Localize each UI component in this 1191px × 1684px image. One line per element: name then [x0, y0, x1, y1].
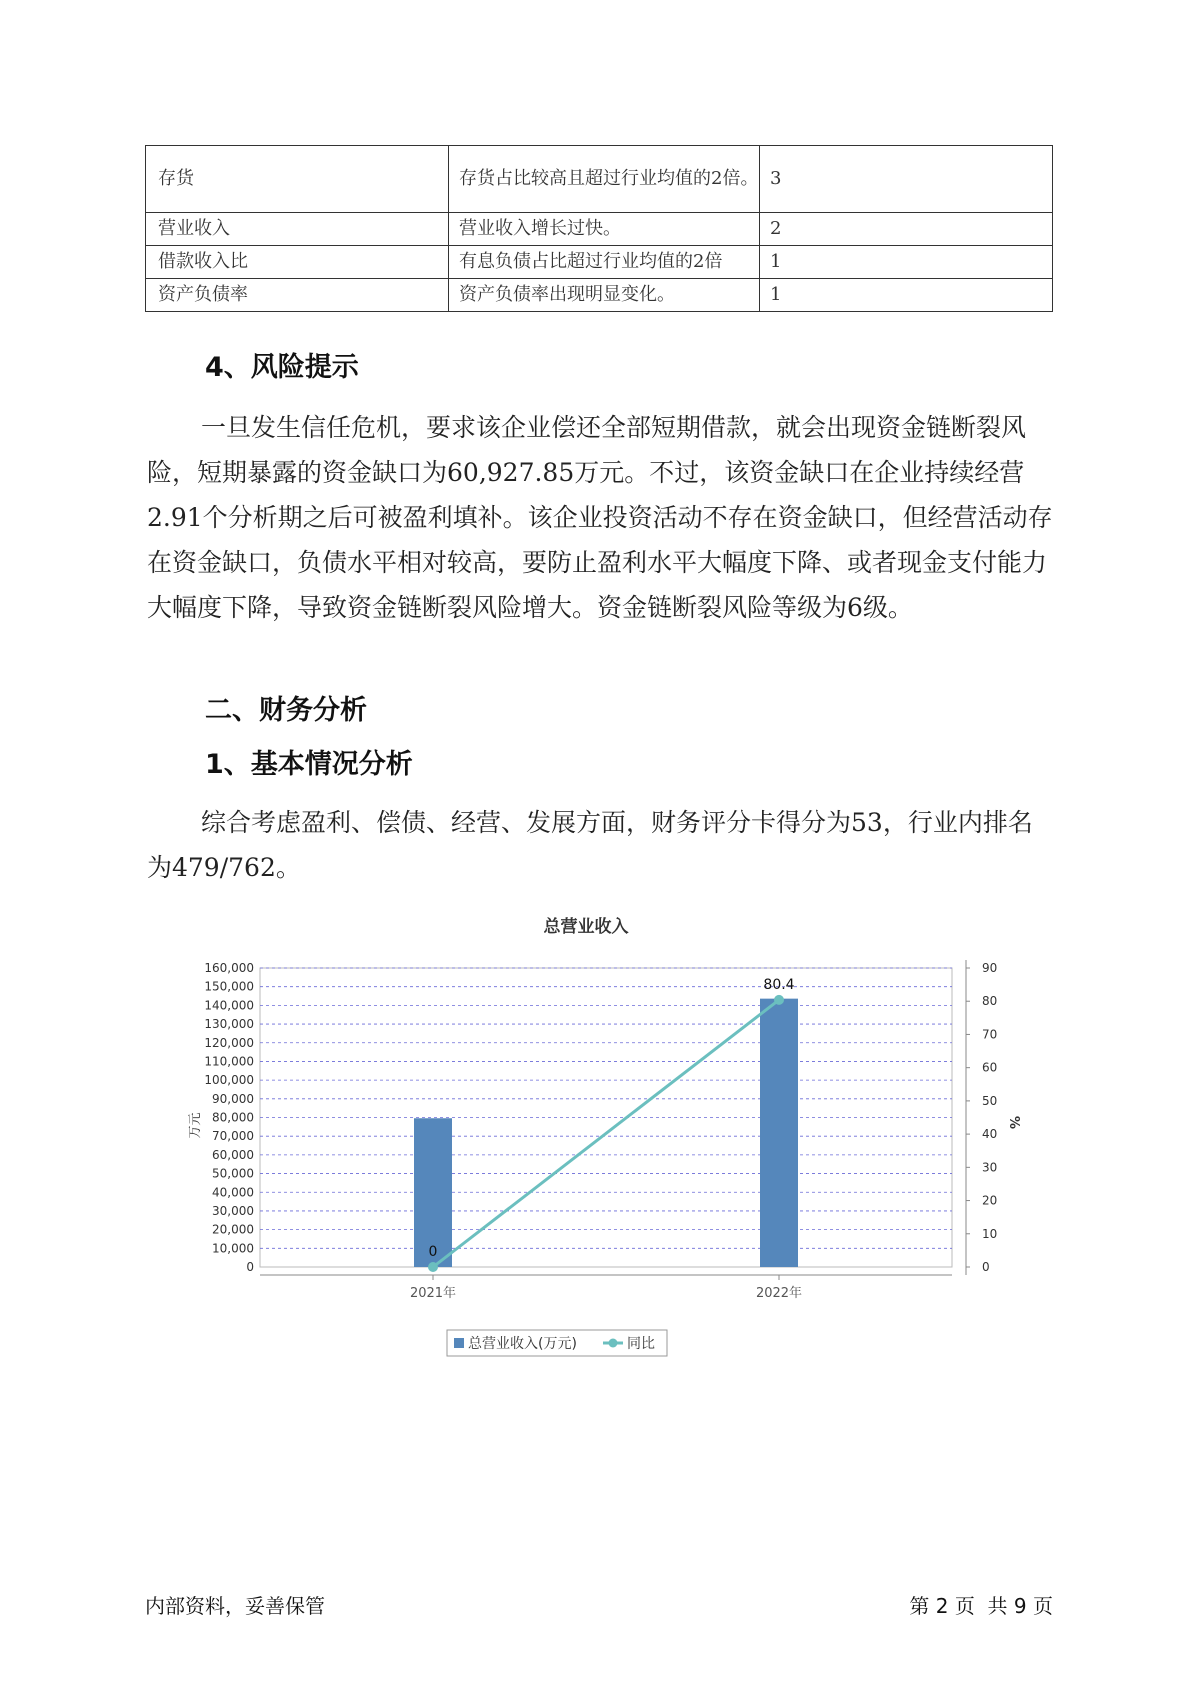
data-label: 80.4: [763, 976, 795, 993]
y-tick-label: 50,000: [212, 1166, 254, 1181]
section-heading-risk: 4、风险提示: [205, 352, 359, 383]
y-tick-label: 70,000: [212, 1129, 254, 1144]
y-tick-label: 130,000: [204, 1017, 254, 1032]
table-row: [146, 246, 1053, 279]
table-cell-desc: 资产负债率出现明显变化。: [449, 279, 760, 312]
table-cell-score: 1: [760, 246, 1053, 279]
line-point: [774, 995, 784, 1005]
y2-tick-label: 50: [982, 1093, 998, 1108]
legend-swatch-bar: [454, 1338, 464, 1348]
y-axis-label: 万元: [188, 1112, 203, 1139]
revenue-chart: [175, 910, 1025, 1380]
table-cell-desc: 营业收入增长过快。: [449, 213, 760, 246]
y-tick-label: 0: [246, 1260, 254, 1274]
table-cell-item: 存货: [146, 146, 449, 213]
table-cell-desc: 有息负债占比超过行业均值的2倍: [449, 246, 760, 279]
table-cell-score: 1: [760, 279, 1053, 312]
y-tick-label: 150,000: [204, 979, 254, 994]
x-tick-label: 2022年: [755, 1286, 803, 1301]
y-tick-label: 140,000: [204, 998, 254, 1013]
y-tick-label: 40,000: [212, 1185, 254, 1200]
table-cell-item: 资产负债率: [146, 279, 449, 312]
y-tick-label: 90,000: [212, 1091, 254, 1106]
data-label: 0: [428, 1244, 438, 1260]
y-tick-label: 10,000: [212, 1241, 254, 1256]
y2-tick-label: 0: [982, 1260, 990, 1274]
y2-axis-label: %: [1006, 1115, 1021, 1130]
y-tick-label: 80,000: [212, 1110, 254, 1125]
section-heading-finance: 二、财务分析: [205, 695, 367, 726]
chart-title: 总营业收入: [543, 917, 629, 937]
legend-swatch-point: [609, 1339, 618, 1348]
y-tick-label: 30,000: [212, 1203, 254, 1218]
y-tick-label: 110,000: [204, 1054, 254, 1069]
footer-confidential: 内部资料，妥善保管: [145, 1594, 325, 1618]
legend-label-line: 同比: [627, 1336, 655, 1352]
y2-tick-label: 40: [982, 1127, 998, 1142]
risk-paragraph: 一旦发生信任危机，要求该企业偿还全部短期借款，就会出现资金链断裂风险，短期暴露的资金缺口为60,927.85万元。不过，该资金缺口在企业持续经营 2.91个分析期之后可被盈利填补。该企业投资活动不存在资金缺口，但经营活动存在资金缺口，负债水平相对较高，要防止盈利水平大幅度下降、或者现金支付能力大幅度下降，导致资金链断裂风险增大。资金链断裂风险等级为6级。: [147, 413, 1053, 622]
y-tick-label: 100,000: [204, 1073, 254, 1088]
y2-tick-label: 30: [982, 1160, 998, 1175]
table-row: [146, 146, 1053, 213]
y2-tick-label: 60: [982, 1060, 998, 1075]
footer-page-number: 第 2 页 共 9 页: [909, 1594, 1053, 1618]
table-row: [146, 279, 1053, 312]
table-row: [146, 213, 1053, 246]
y-tick-label: 60,000: [212, 1147, 254, 1162]
risk-indicator-table: [145, 145, 1053, 312]
table-cell-desc: 存货占比较高且超过行业均值的2倍。: [449, 146, 760, 213]
x-tick-label: 2021年: [409, 1286, 457, 1301]
y2-tick-label: 70: [982, 1027, 998, 1042]
y-tick-label: 160,000: [204, 961, 254, 975]
y2-tick-label: 20: [982, 1193, 998, 1208]
table-cell-item: 借款收入比: [146, 246, 449, 279]
table-cell-score: 3: [760, 146, 1053, 213]
bar: [760, 999, 798, 1267]
table-cell-item: 营业收入: [146, 213, 449, 246]
y-tick-label: 20,000: [212, 1222, 254, 1237]
finance-paragraph: 综合考虑盈利、偿债、经营、发展方面，财务评分卡得分为53，行业内排名为479/762。: [147, 808, 1033, 882]
y2-tick-label: 80: [982, 994, 998, 1009]
y2-tick-label: 10: [982, 1226, 998, 1241]
legend-label-bar: 总营业收入(万元): [468, 1336, 577, 1352]
line-point: [428, 1262, 438, 1272]
y-tick-label: 120,000: [204, 1035, 254, 1050]
sub-heading-basic: 1、基本情况分析: [205, 749, 413, 780]
table-cell-score: 2: [760, 213, 1053, 246]
y2-tick-label: 90: [982, 961, 998, 975]
